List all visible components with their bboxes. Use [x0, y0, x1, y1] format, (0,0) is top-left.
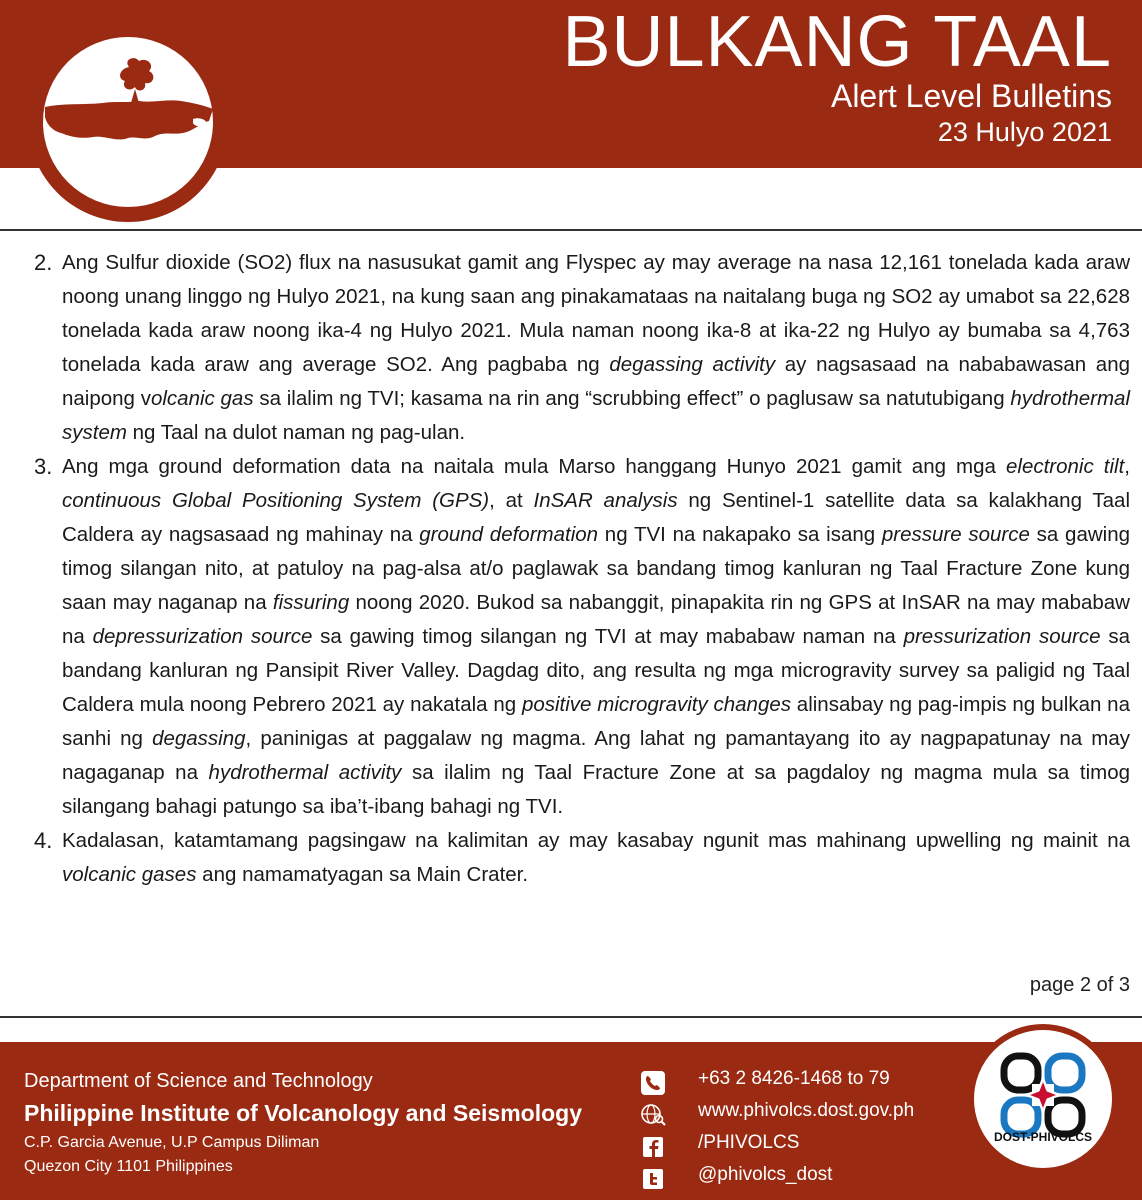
- item-number: 3.: [34, 454, 53, 479]
- italic-term: ground deformation: [419, 523, 599, 546]
- text-run: Kadalasan, katamtamang pagsingaw na kalimitan ay may kasabay ngunit mas mahinang upwelling ng mainit na: [62, 829, 1130, 852]
- phone-icon: [640, 1070, 666, 1096]
- twitter-handle[interactable]: @phivolcs_dost: [698, 1164, 833, 1185]
- text-run: noong 2020. Bukod sa nabanggit, pinapakita rin ng GPS at InSAR na may mababaw na: [62, 591, 1130, 648]
- text-run: sa gawing timog silangan nito, at patuloy na pag-alsa at/o paglawak sa bandang timog kanluran ng Taal Fracture Zone kung saan may naganap na: [62, 523, 1131, 614]
- text-run: , at: [489, 489, 534, 512]
- volcano-island-icon: [43, 37, 213, 207]
- list-item: [24, 450, 1130, 824]
- italic-term: olcanic gas: [150, 387, 254, 410]
- item-text: [62, 246, 1130, 450]
- phone-number: +63 2 8426-1468 to 79: [698, 1068, 890, 1089]
- institute-name: Philippine Institute of Volcanology and Seismology: [24, 1100, 583, 1126]
- facebook-icon: [640, 1134, 666, 1160]
- text-run: Ang mga ground deformation data na naitala mula Marso hanggang Hunyo 2021 gamit ang mga: [62, 455, 1006, 478]
- text-run: ng TVI na nakapako sa isang: [598, 523, 882, 546]
- italic-term: positive microgravity changes: [521, 693, 792, 716]
- italic-term: pressure source: [881, 523, 1030, 546]
- twitter-icon: [640, 1166, 666, 1192]
- text-run: ng Sentinel-1 satellite data sa kalakhang Taal Caldera ay nagsasaad ng mahinay na: [62, 489, 1130, 546]
- italic-term: depressurization source: [92, 625, 313, 648]
- facebook-handle[interactable]: /PHIVOLCS: [698, 1132, 800, 1153]
- website-link[interactable]: www.phivolcs.dost.gov.ph: [698, 1100, 915, 1121]
- item-text: [62, 824, 1130, 892]
- italic-term: fissuring: [272, 591, 350, 614]
- department-name: Department of Science and Technology: [24, 1070, 373, 1092]
- italic-term: continuous Global Positioning System (GPS): [62, 489, 490, 512]
- text-run: ay nagsasaad na nababawasan ang naipong v: [62, 353, 1131, 410]
- italic-term: volcanic gases: [62, 863, 197, 886]
- text-run: sa gawing timog silangan ng TVI at may mababaw naman na: [312, 625, 904, 648]
- address-line-2: Quezon City 1101 Philippines: [24, 1158, 233, 1175]
- bottom-divider: [0, 1016, 1142, 1018]
- page-title: BULKANG TAAL: [562, 2, 1112, 82]
- italic-term: degassing: [152, 727, 246, 750]
- italic-term: pressurization source: [903, 625, 1101, 648]
- italic-term: InSAR analysis: [533, 489, 678, 512]
- page-number: page 2 of 3: [1029, 974, 1130, 996]
- page-subtitle: Alert Level Bulletins: [830, 78, 1112, 114]
- text-run: , paninigas at paggalaw ng magma. Ang lahat ng pamantayang ito ay nagpapatunay na may nagaganap na: [62, 727, 1131, 784]
- italic-term: hydrothermal system: [62, 387, 1130, 444]
- address-line-1: C.P. Garcia Avenue, U.P Campus Diliman: [24, 1134, 320, 1151]
- text-run: alinsabay ng pag-impis ng bulkan na sanhi ng: [62, 693, 1130, 750]
- text-run: sa bandang kanluran ng Pansipit River Valley. Dagdag dito, ang resulta ng mga microgravity survey sa paligid ng Taal Caldera mula noong Pebrero 2021 ay nakatala ng: [62, 625, 1130, 716]
- text-run: Ang Sulfur dioxide (SO2) flux na nasusukat gamit ang Flyspec ay may average na nasa 12,161 tonelada kada araw noong unang linggo ng Hulyo 2021, na kung saan ang pinakamataas na naitalang buga ng SO2 ay umabot sa 22,628 tonelada kada araw noong ika-4 ng Hulyo 2021. Mula naman noong ika-8 at ika-22 ng Hulyo ay bumaba sa 4,763 tonelada kada araw ang average SO2. Ang pagbaba ng: [62, 251, 1130, 376]
- text-run: ,: [1124, 455, 1130, 478]
- globe-search-icon: [640, 1102, 666, 1128]
- list-item: [24, 824, 1130, 892]
- text-run: sa ilalim ng TVI; kasama na rin ang “scrubbing effect” o paglusaw sa natutubigang: [253, 387, 1011, 410]
- text-run: ng Taal na dulot naman ng pag-ulan.: [126, 421, 466, 444]
- text-run: sa ilalim ng Taal Fracture Zone at sa pagdaloy ng magma mula sa timog silangang bahagi patungo sa iba’t-ibang bahagi ng TVI.: [62, 761, 1131, 818]
- dost-phivolcs-logo-icon: [1000, 1052, 1086, 1138]
- top-divider: [0, 229, 1142, 231]
- italic-term: hydrothermal activity: [208, 761, 402, 784]
- dost-logo-label: DOST-PHIVOLCS: [993, 1130, 1092, 1144]
- list-item: [24, 246, 1130, 450]
- italic-term: degassing activity: [609, 353, 776, 376]
- text-run: ang namamatyagan sa Main Crater.: [196, 863, 529, 886]
- bulletin-body: [24, 246, 1130, 892]
- italic-term: electronic tilt: [1006, 455, 1125, 478]
- item-number: 4.: [34, 828, 53, 853]
- item-text: [62, 450, 1130, 824]
- bulletin-date: 23 Hulyo 2021: [937, 117, 1112, 147]
- item-number: 2.: [34, 250, 53, 275]
